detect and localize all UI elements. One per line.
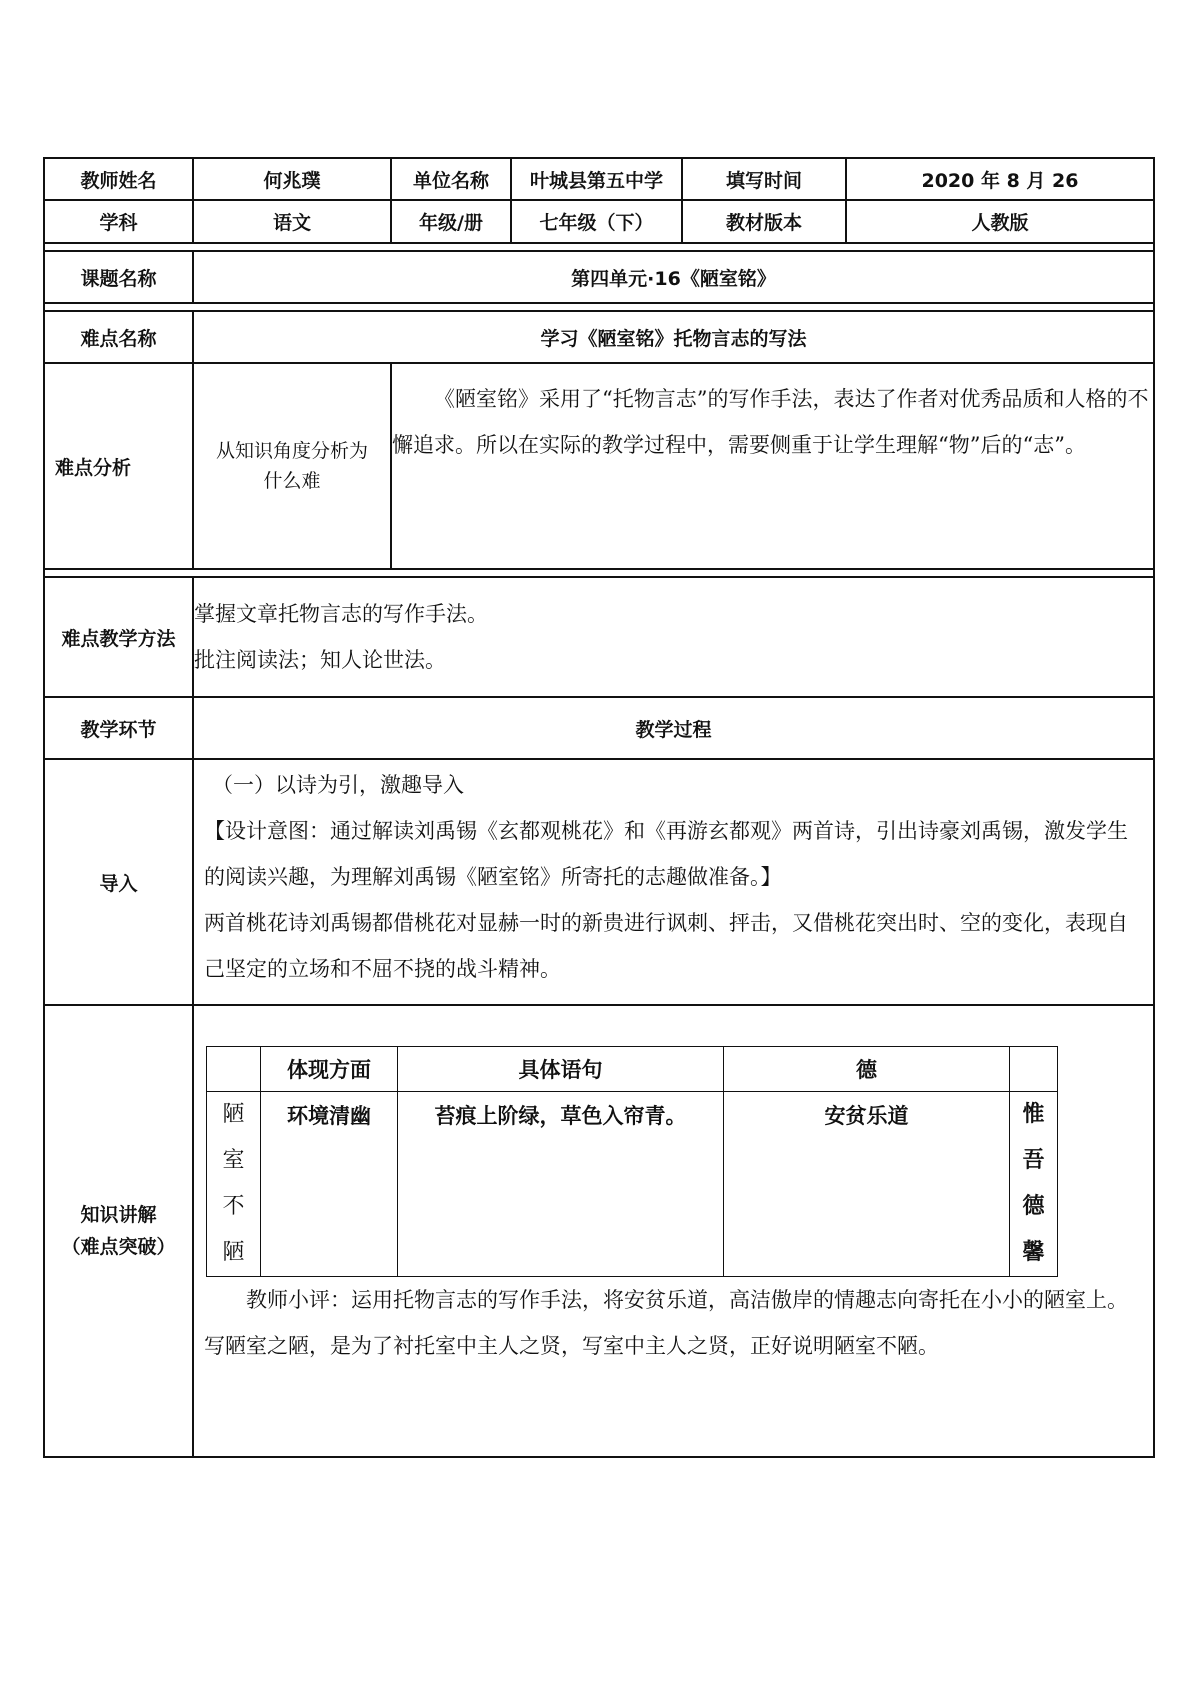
analysis-row — [44, 363, 1154, 569]
header-row-1 — [44, 158, 1154, 200]
grade-value: 七年级（下） — [511, 200, 682, 243]
intro-line-3: 两首桃花诗刘禹锡都借桃花对显赫一时的新贵进行讽刺、抨击，又借桃花突出时、空的变化，表现自己坚定的立场和不屈不挠的战斗精神。 — [204, 911, 1128, 981]
edition-value: 人教版 — [846, 200, 1154, 243]
method-line-2: 批注阅读法；知人论世法。 — [194, 648, 446, 672]
intro-line-1: （一）以诗为引，激趣导入 — [212, 773, 464, 797]
method-label: 难点教学方法 — [44, 577, 193, 697]
teacher-comment: 教师小评：运用托物言志的写作手法，将安贫乐道，高洁傲岸的情趣志向寄托在小小的陋室上。写陋室之陋，是为了衬托室中主人之贤，写室中主人之贤，正好说明陋室不陋。 — [204, 1288, 1128, 1358]
edition-label: 教材版本 — [682, 200, 846, 243]
difficulty-row — [44, 311, 1154, 363]
aspect-cell: 环境清幽 — [261, 1092, 398, 1277]
intro-row — [44, 759, 1154, 1005]
right-vertical-text: 惟吾德馨 — [1022, 1102, 1045, 1265]
grade-label: 年级/册 — [391, 200, 511, 243]
intro-label: 导入 — [44, 759, 193, 1005]
sentence-cell: 苔痕上阶绿，草色入帘青。 — [398, 1092, 724, 1277]
lesson-plan-document — [43, 157, 1153, 1458]
inner-header-row — [207, 1047, 1058, 1092]
virtue-cell: 安贫乐道 — [724, 1092, 1010, 1277]
subject-value: 语文 — [193, 200, 391, 243]
subject-label: 学科 — [44, 200, 193, 243]
knowledge-label-1: 知识讲解 — [80, 1204, 157, 1226]
left-vertical-text: 陋室不陋 — [222, 1102, 245, 1265]
unit-label: 单位名称 — [391, 158, 511, 200]
col-virtue-header: 德 — [724, 1047, 1010, 1092]
topic-value: 第四单元·16《陋室铭》 — [193, 251, 1154, 303]
teacher-value: 何兆璞 — [193, 158, 391, 200]
analysis-text: 《陋室铭》采用了“托物言志”的写作手法，表达了作者对优秀品质和人格的不懈追求。所以在实际的教学过程中，需要侧重于让学生理解“物”后的“志”。 — [391, 363, 1154, 569]
inner-data-row — [207, 1092, 1058, 1277]
unit-value: 叶城县第五中学 — [511, 158, 682, 200]
difficulty-value: 学习《陋室铭》托物言志的写法 — [193, 311, 1154, 363]
process-header-value: 教学过程 — [193, 697, 1154, 759]
topic-label: 课题名称 — [44, 251, 193, 303]
process-header-row — [44, 697, 1154, 759]
header-row-2 — [44, 200, 1154, 243]
analysis-sub-label: 从知识角度分析为什么难 — [193, 363, 391, 569]
difficulty-label: 难点名称 — [44, 311, 193, 363]
method-line-1: 掌握文章托物言志的写作手法。 — [194, 602, 488, 626]
method-row — [44, 577, 1154, 697]
date-value: 2020 年 8 月 26 — [846, 158, 1154, 200]
analysis-label: 难点分析 — [44, 363, 193, 569]
knowledge-row — [44, 1005, 1154, 1457]
lesson-plan-table — [43, 157, 1155, 1458]
intro-design-intent: 【设计意图：通过解读刘禹锡《玄都观桃花》和《再游玄都观》两首诗，引出诗豪刘禹锡，激发学生的阅读兴趣，为理解刘禹锡《陋室铭》所寄托的志趣做准备。】 — [204, 819, 1128, 889]
teacher-label: 教师姓名 — [44, 158, 193, 200]
knowledge-label-2: （难点突破） — [61, 1236, 176, 1258]
col-sentence-header: 具体语句 — [398, 1047, 724, 1092]
date-label: 填写时间 — [682, 158, 846, 200]
process-header-label: 教学环节 — [44, 697, 193, 759]
knowledge-inner-table — [206, 1046, 1058, 1277]
col-aspect-header: 体现方面 — [261, 1047, 398, 1092]
topic-row — [44, 251, 1154, 303]
